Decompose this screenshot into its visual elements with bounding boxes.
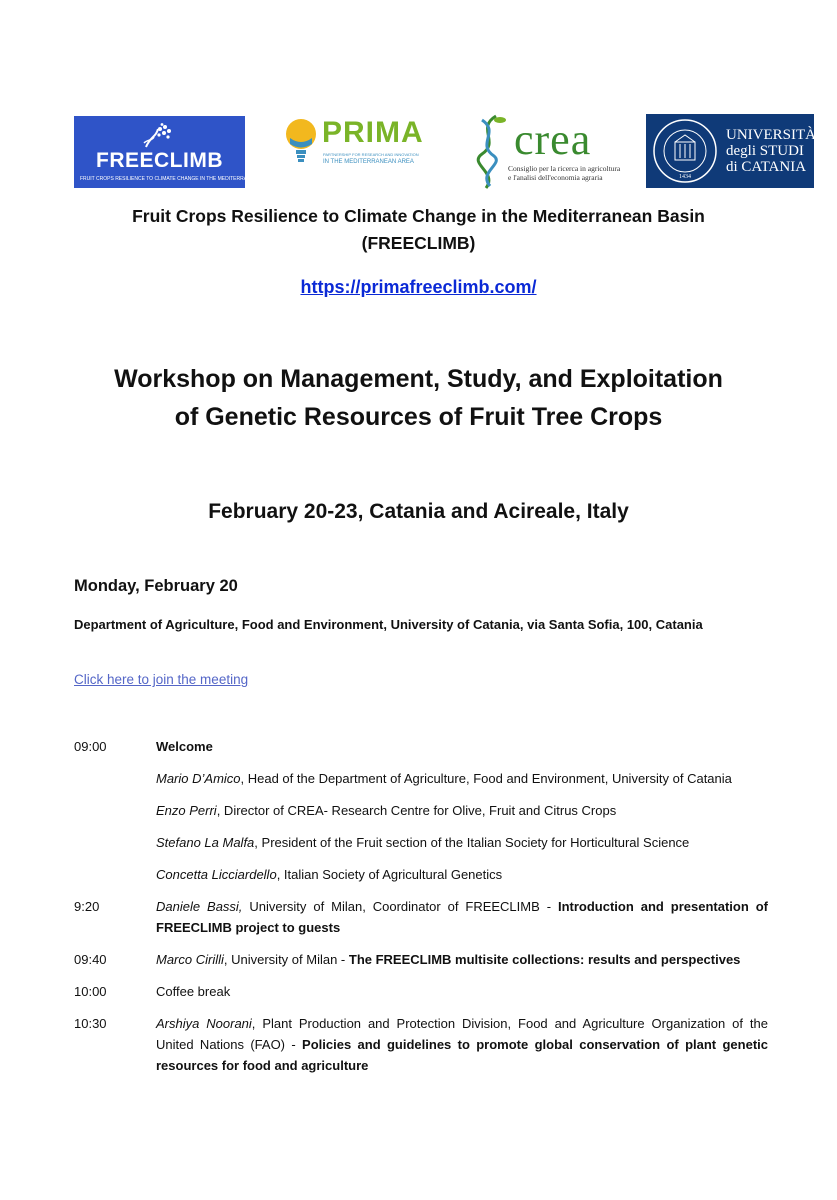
prima-logo-name: PRIMA xyxy=(322,116,424,149)
workshop-title-line2: of Genetic Resources of Fruit Tree Crops xyxy=(174,403,663,431)
project-title-line2: (FREECLIMB) xyxy=(361,233,476,253)
speaker-name: Mario D’Amico xyxy=(156,771,241,786)
agenda-break: Coffee break xyxy=(156,984,231,999)
freeclimb-logo xyxy=(74,116,278,188)
unict-seal-icon xyxy=(652,118,718,184)
agenda-time: 09:00 xyxy=(74,739,107,754)
speaker-role: , Director of CREA- Research Centre for Olive, Fruit and Citrus Crops xyxy=(216,803,617,818)
crea-helix-icon xyxy=(470,112,508,190)
crea-tagline-line1: Consiglio per la ricerca in agricoltura xyxy=(508,164,621,173)
unict-name-line2: degli STUDI xyxy=(726,143,804,159)
speaker-affiliation: , University of Milan - xyxy=(223,952,349,967)
speaker-role: , Head of the Department of Agriculture, Food and Environment, University of Catania xyxy=(240,771,732,786)
agenda-time: 9:20 xyxy=(74,899,100,914)
talk-title: The FREECLIMB multisite collections: results and perspectives xyxy=(348,952,741,967)
prima-logo-tagline xyxy=(323,152,419,166)
crea-logo-tagline xyxy=(508,164,620,182)
logo-bar xyxy=(74,112,814,190)
agenda-time: 10:30 xyxy=(74,1016,107,1031)
unict-logo-name xyxy=(726,127,816,175)
unict-seal-year: 1434 xyxy=(679,174,691,180)
welcome-speaker xyxy=(156,800,768,821)
agenda xyxy=(74,736,768,1087)
day-heading: Monday, February 20 xyxy=(74,577,238,595)
speaker-affiliation: University of Milan, Coordinator of FREECLIMB - xyxy=(242,899,558,914)
project-url-link[interactable]: https://primafreeclimb.com/ xyxy=(300,277,537,297)
prima-logo xyxy=(282,116,442,176)
agenda-time: 09:40 xyxy=(74,952,107,967)
speaker-name: Daniele Bassi, xyxy=(156,899,243,914)
agenda-time: 10:00 xyxy=(74,984,107,999)
crea-tagline-line2: e l'analisi dell'economia agraria xyxy=(508,173,603,182)
welcome-speaker xyxy=(156,864,768,885)
crea-logo xyxy=(470,112,620,192)
venue-address: Department of Agriculture, Food and Environment, University of Catania, via Santa Sofia, 100, Catania xyxy=(74,617,703,632)
speaker-name: Concetta Licciardello xyxy=(156,867,277,882)
workshop-title xyxy=(0,360,837,436)
prima-bulb-icon xyxy=(282,116,320,166)
agenda-row-break xyxy=(74,981,768,1002)
workshop-dates: February 20-23, Catania and Acireale, Italy xyxy=(208,500,629,523)
unict-name-line1: UNIVERSITÀ xyxy=(726,127,816,143)
speaker-name: Stefano La Malfa xyxy=(156,835,255,850)
speaker-role: , Italian Society of Agricultural Genetics xyxy=(276,867,503,882)
prima-tagline-line1: PARTNERSHIP FOR RESEARCH AND INNOVATION xyxy=(323,152,419,157)
workshop-title-line1: Workshop on Management, Study, and Exploitation xyxy=(114,365,723,393)
prima-tagline-line2: IN THE MEDITERRANEAN AREA xyxy=(323,159,414,165)
freeclimb-logo-name: FREECLIMB xyxy=(96,149,223,172)
agenda-row xyxy=(74,896,768,938)
speaker-name: Arshiya Noorani xyxy=(156,1016,252,1031)
agenda-row xyxy=(74,1013,768,1076)
unict-logo xyxy=(646,114,814,188)
welcome-speaker xyxy=(156,768,768,789)
freeclimb-tree-icon xyxy=(140,123,174,149)
freeclimb-logo-tagline: FRUIT CROPS RESILIENCE TO CLIMATE CHANGE IN THE MEDITERRANEAN BASIN xyxy=(80,176,278,182)
project-title-line1: Fruit Crops Resilience to Climate Change in the Mediterranean Basin xyxy=(132,206,705,226)
speaker-affiliation: , Plant Production and Protection Division, Food and Agriculture Organization of the United Nations (FAO) - xyxy=(156,1016,768,1052)
crea-logo-name: crea xyxy=(514,115,592,164)
talk-title: Policies and guidelines to promote global conservation of plant genetic resources for food and agriculture xyxy=(156,1037,768,1073)
speaker-name: Marco Cirilli xyxy=(156,952,224,967)
agenda-title: Welcome xyxy=(156,739,213,754)
project-title xyxy=(0,203,837,257)
speaker-name: Enzo Perri xyxy=(156,803,217,818)
welcome-speaker xyxy=(156,832,768,853)
speaker-role: , President of the Fruit section of the Italian Society for Horticultural Science xyxy=(254,835,690,850)
unict-name-line3: di CATANIA xyxy=(726,159,807,175)
agenda-row xyxy=(74,949,768,970)
join-meeting-link[interactable]: Click here to join the meeting xyxy=(74,672,249,687)
talk-title: Introduction and presentation of FREECLIMB project to guests xyxy=(156,899,768,935)
agenda-row-welcome xyxy=(74,736,768,757)
